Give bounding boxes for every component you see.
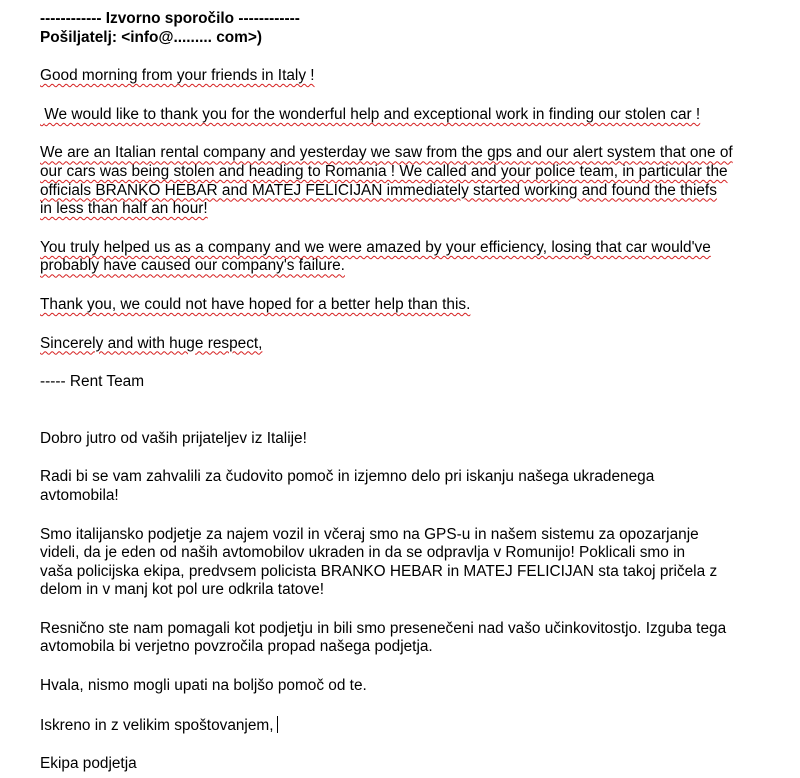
english-thanks-paragraph: We would like to thank you for the wonderful help and exceptional work in finding our stolen car ! [44, 105, 701, 123]
slovene-incident-line-1: Smo italijansko podjetje za najem vozil in včeraj smo na GPS-u in našem sistemu za opozarjanje [40, 525, 699, 543]
english-incident-line-3: officials BRANKO HEBAR and MATEJ FELICIJAN immediately started working and found the thiefs [40, 181, 717, 199]
english-paragraph-incident [40, 144, 792, 218]
english-paragraph-gratitude [40, 239, 792, 276]
slovene-incident-line-2: videli, da je eden od naših avtomobilov ukraden in da se odpravlja v Romunijo! Poklicali smo in [40, 544, 686, 562]
original-message-header: ------------ Izvorno sporočilo ------------ [40, 10, 300, 27]
english-closing: Sincerely and with huge respect, [40, 334, 263, 352]
english-greeting: Good morning from your friends in Italy ! [40, 67, 315, 85]
english-incident-line-4: in less than half an hour! [40, 200, 208, 218]
english-incident-line-2: our cars was being stolen and heading to Romania ! We called and your police team, in particular the [40, 162, 728, 180]
slovene-thank-you: Hvala, nismo mogli upati na boljšo pomoč od te. [40, 677, 367, 695]
english-gratitude-line-2: probably have caused our company's failure. [40, 257, 345, 275]
slovene-incident-line-3: vaša policijska ekipa, predvsem policista BRANKO HEBAR in MATEJ FELICIJAN sta takoj pričela z [40, 562, 718, 580]
english-gratitude-line-1: You truly helped us as a company and we were amazed by your efficiency, losing that car would've [40, 238, 711, 256]
text-cursor [277, 716, 278, 733]
slovene-paragraph-thanks [40, 468, 792, 505]
slovene-thanks-line-2: avtomobila! [40, 486, 119, 504]
slovene-closing-line[interactable] [40, 716, 792, 736]
slovene-greeting: Dobro jutro od vaših prijateljev iz Italije! [40, 429, 307, 447]
slovene-closing: Iskreno in z velikim spoštovanjem, [40, 716, 274, 734]
slovene-incident-line-4: delom in v manj kot pol ure odkrila tatove! [40, 581, 325, 599]
slovene-paragraph-gratitude [40, 620, 792, 657]
slovene-signature: Ekipa podjetja [40, 755, 137, 773]
slovene-gratitude-line-2: avtomobila bi verjetno povzročila propad našega podjetja. [40, 638, 433, 656]
english-thank-you: Thank you, we could not have hoped for a better help than this. [40, 295, 471, 313]
sender-line: Pošiljatelj: <info@......... com>) [40, 28, 262, 46]
slovene-gratitude-line-1: Resnično ste nam pomagali kot podjetju in bili smo presenečeni nad vašo učinkovitostjo. Izguba tega [40, 619, 727, 637]
english-signature: ----- Rent Team [40, 373, 145, 391]
english-incident-line-1: We are an Italian rental company and yesterday we saw from the gps and our alert system that one of [40, 144, 733, 162]
email-document [40, 10, 792, 774]
slovene-paragraph-incident [40, 526, 792, 600]
slovene-thanks-line-1: Radi bi se vam zahvalili za čudovito pomoč in izjemno delo pri iskanju našega ukradenega [40, 468, 655, 486]
